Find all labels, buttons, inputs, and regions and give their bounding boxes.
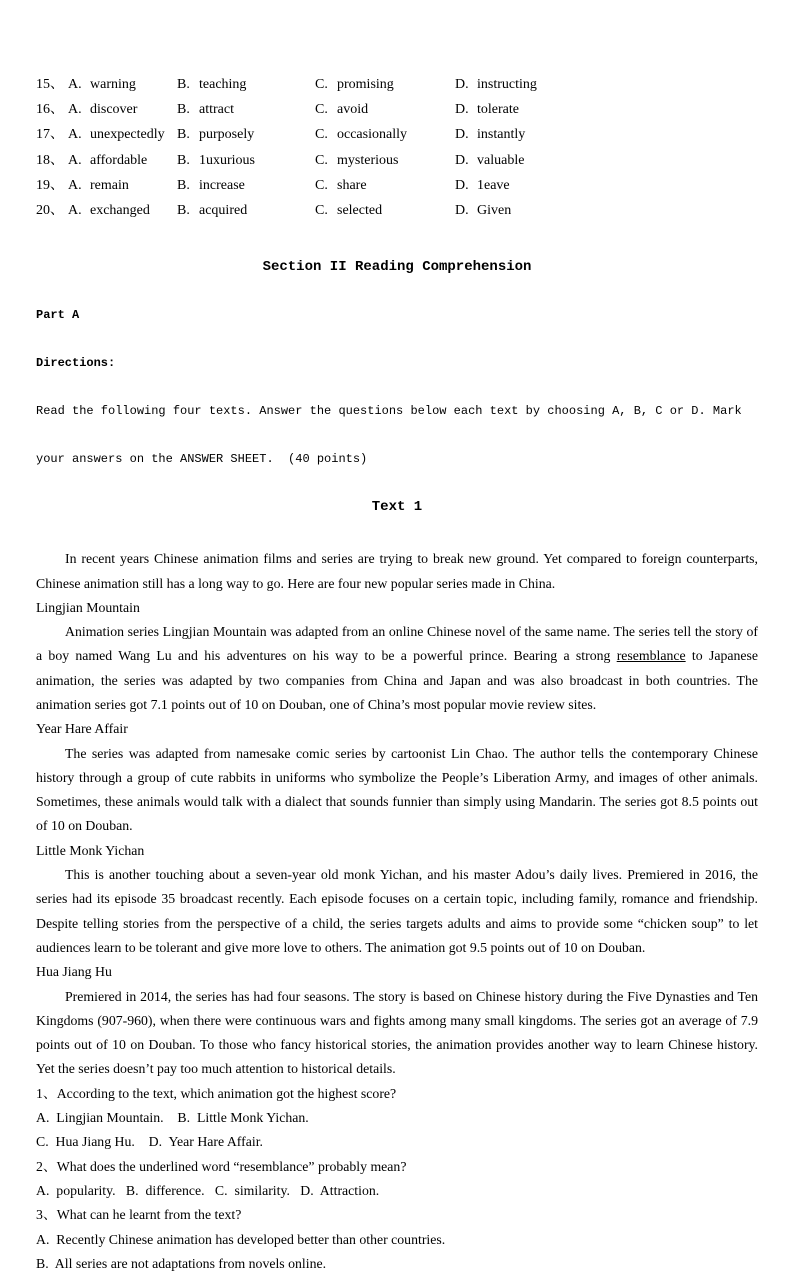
option-letter: C. [315, 152, 328, 168]
option-text: discover [90, 102, 138, 118]
option-text: Given [477, 203, 512, 219]
option-letter: C. [315, 203, 328, 219]
option-text: remain [90, 177, 129, 193]
option-b [177, 173, 315, 198]
question-3-option-a: A. Recently Chinese animation has developed better than other countries. [36, 1231, 446, 1247]
cloze-row-18 [36, 148, 758, 173]
underlined-word: resemblance [616, 648, 686, 664]
option-letter: D. [455, 77, 469, 92]
question-number: 15、 [36, 77, 64, 92]
option-letter: D. [455, 177, 469, 193]
option-text: warning [90, 77, 136, 92]
passage-block [36, 547, 758, 1276]
passage-paragraph-little-monk: This is another touching about a seven-year old monk Yichan, and his master Adou’s daily lives. Premiered in 2016, the series had its episode 35 broadcast recently. Each episode focuses on a certain topic, including family, romance and friendship. Despite telling stories from the perspective of a child, the series targets adults and aims to provide some “chicken soup” to let audiences learn to be tolerant and give more love to others. The animation got 9.5 points out of 10 on Douban. [36, 867, 758, 955]
paragraph-text: to Japanese animation, the series was adapted by two companies from China and Japan and was also broadcast in both countries. The animation series got 7.1 points out of 10 on Douban, one of China’s most popular movie review sites. [36, 648, 758, 712]
option-text: avoid [337, 102, 369, 118]
option-text: attract [199, 102, 234, 118]
option-letter: C. [315, 102, 328, 118]
option-text: instantly [477, 127, 526, 143]
option-text: tolerate [477, 102, 519, 118]
option-d [455, 122, 758, 147]
passage-paragraph-hua-jiang-hu: Premiered in 2014, the series has had four seasons. The story is based on Chinese history during the Five Dynasties and Ten Kingdoms (907-960), when there were continuous wars and fights among many small kingdoms. The series got an average of 7.9 points out of 10 on Douban. To those who fancy historical stories, the animation provides another way to learn Chinese history. Yet the series doesn’t pay too much attention to historical details. [36, 988, 758, 1077]
option-letter: B. [177, 77, 190, 92]
option-text: mysterious [337, 152, 399, 168]
option-text: purposely [199, 127, 255, 143]
option-c [315, 173, 455, 198]
option-b [177, 97, 315, 122]
question-1-options-ab: A. Lingjian Mountain. B. Little Monk Yichan. [36, 1110, 309, 1126]
cloze-options-block [36, 72, 758, 223]
option-a [68, 72, 177, 97]
option-b [177, 148, 315, 173]
option-letter: B. [177, 152, 190, 168]
option-a [68, 97, 177, 122]
question-number: 19、 [36, 177, 64, 193]
option-a [68, 148, 177, 173]
option-d [455, 198, 758, 223]
option-text: exchanged [90, 203, 150, 219]
option-letter: A. [68, 203, 82, 219]
text-title: Text 1 [371, 499, 423, 516]
option-c [315, 198, 455, 223]
paragraph-text: Animation series Lingjian Mountain was adapted from an online Chinese novel of the same name. The series tell the story of a boy named Wang Lu and his adventures on his way to be a powerful prince. Bearing a strong [36, 624, 758, 664]
option-letter: A. [68, 102, 82, 118]
question-number: 17、 [36, 127, 64, 143]
option-a [68, 173, 177, 198]
option-letter: D. [455, 152, 469, 168]
option-text: increase [199, 177, 245, 193]
option-text: share [337, 177, 367, 193]
question-number: 16、 [36, 102, 64, 118]
option-a [68, 122, 177, 147]
option-a [68, 198, 177, 223]
option-letter: C. [315, 77, 328, 92]
questions-block [36, 1082, 758, 1276]
question-2-stem: 2、What does the underlined word “resemblance” probably mean? [36, 1158, 407, 1174]
option-letter: B. [177, 127, 190, 143]
passage-subheading-hua-jiang-hu: Hua Jiang Hu [36, 964, 112, 980]
option-b [177, 72, 315, 97]
option-text: teaching [199, 77, 247, 92]
option-text: selected [337, 203, 383, 219]
option-letter: C. [315, 127, 328, 143]
option-d [455, 148, 758, 173]
option-d [455, 72, 758, 97]
option-letter: D. [455, 102, 469, 118]
option-letter: A. [68, 152, 82, 168]
cloze-row-19 [36, 173, 758, 198]
directions-line-2: your answers on the ANSWER SHEET. (40 points) [36, 452, 368, 467]
passage-subheading-lingjian: Lingjian Mountain [36, 599, 140, 615]
option-letter: A. [68, 177, 82, 193]
option-letter: B. [177, 102, 190, 118]
passage-paragraph-lingjian [36, 620, 758, 717]
option-letter: B. [177, 177, 190, 193]
directions-line-1: Read the following four texts. Answer the questions below each text by choosing A, B, C or D. Mark [36, 404, 742, 419]
passage-intro: In recent years Chinese animation films and series are trying to break new ground. Yet compared to foreign counterparts, Chinese animation still has a long way to go. Here are four new popular series made in China. [36, 551, 758, 591]
question-3-option-b: B. All series are not adaptations from novels online. [36, 1255, 327, 1271]
option-b [177, 198, 315, 223]
question-2-options: A. popularity. B. difference. C. similarity. D. Attraction. [36, 1182, 380, 1198]
option-c [315, 97, 455, 122]
cloze-row-15 [36, 72, 758, 97]
option-letter: D. [455, 203, 469, 219]
option-letter: A. [68, 127, 82, 143]
option-letter: A. [68, 77, 82, 92]
option-c [315, 148, 455, 173]
option-text: instructing [477, 77, 537, 92]
option-text: acquired [199, 203, 248, 219]
directions-label: Directions: [36, 356, 116, 371]
question-1-options-cd: C. Hua Jiang Hu. D. Year Hare Affair. [36, 1134, 263, 1150]
option-c [315, 72, 455, 97]
question-number: 18、 [36, 152, 64, 168]
section-title: Section II Reading Comprehension [262, 259, 532, 276]
question-1-stem: 1、According to the text, which animation got the highest score? [36, 1085, 397, 1101]
option-c [315, 122, 455, 147]
cloze-row-20 [36, 198, 758, 223]
question-3-stem: 3、What can he learnt from the text? [36, 1207, 242, 1223]
option-text: affordable [90, 152, 148, 168]
option-text: occasionally [337, 127, 407, 143]
option-text: promising [337, 77, 394, 92]
option-letter: D. [455, 127, 469, 143]
option-text: 1eave [477, 177, 510, 193]
option-letter: C. [315, 177, 328, 193]
option-text: valuable [477, 152, 525, 168]
passage-subheading-year-hare: Year Hare Affair [36, 721, 128, 737]
cloze-row-16 [36, 97, 758, 122]
passage-paragraph-year-hare: The series was adapted from namesake comic series by cartoonist Lin Chao. The author tells the contemporary Chinese history through a group of cute rabbits in uniforms who symbolize the People’s Liberation Army, and images of other animals. Sometimes, these animals would talk with a dialect that sounds funnier than simply using Mandarin. The series got 8.5 points out of 10 on Douban. [36, 745, 758, 834]
question-number: 20、 [36, 203, 64, 219]
part-label: Part A [36, 308, 80, 323]
option-letter: B. [177, 203, 190, 219]
option-d [455, 97, 758, 122]
option-text: 1uxurious [199, 152, 255, 168]
cloze-row-17 [36, 122, 758, 147]
section-header-block [36, 227, 758, 547]
option-b [177, 122, 315, 147]
passage-subheading-little-monk: Little Monk Yichan [36, 842, 145, 858]
option-d [455, 173, 758, 198]
option-text: unexpectedly [90, 127, 165, 143]
